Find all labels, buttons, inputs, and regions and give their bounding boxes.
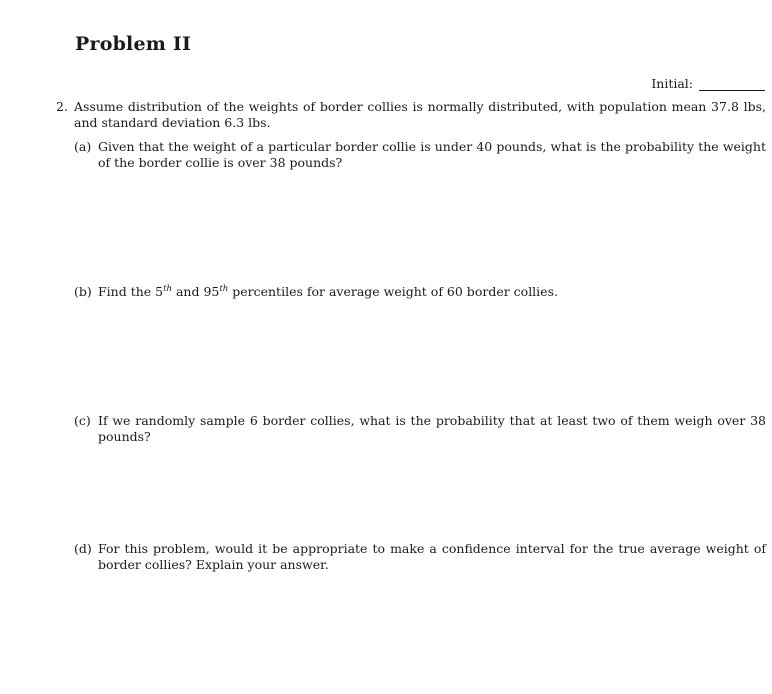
part-b-label: (b) <box>74 284 92 299</box>
initial-label: Initial: <box>651 76 693 91</box>
part-c <box>74 413 766 445</box>
initial-field <box>651 76 765 91</box>
problem-number: 2. <box>56 99 68 114</box>
problem-2 <box>56 99 766 131</box>
part-a-text: Given that the weight of a particular border collie is under 40 pounds, what is the probability the weight of the border collie is over 38 pounds? <box>98 139 766 170</box>
part-b <box>74 284 766 300</box>
part-d <box>74 541 766 573</box>
part-b-superscript-2: th <box>219 283 229 294</box>
part-b-text-2: and 95 <box>172 284 220 299</box>
part-a <box>74 139 766 171</box>
part-a-label: (a) <box>74 139 92 154</box>
part-c-text: If we randomly sample 6 border collies, what is the probability that at least two of them weigh over 38 pounds? <box>98 413 766 444</box>
part-c-label: (c) <box>74 413 91 428</box>
problem-stem: Assume distribution of the weights of border collies is normally distributed, with population mean 37.8 lbs, and standard deviation 6.3 lbs. <box>74 99 766 130</box>
part-b-text-3: percentiles for average weight of 60 border collies. <box>228 284 558 299</box>
part-b-text-1: Find the 5 <box>98 284 164 299</box>
part-d-text: For this problem, would it be appropriate to make a confidence interval for the true average weight of border collies? Explain your answer. <box>98 541 766 572</box>
part-b-text <box>98 284 766 300</box>
initial-blank-line <box>699 79 765 91</box>
part-d-label: (d) <box>74 541 92 556</box>
page-title: Problem II <box>75 33 192 55</box>
part-b-superscript-1: th <box>163 283 172 294</box>
